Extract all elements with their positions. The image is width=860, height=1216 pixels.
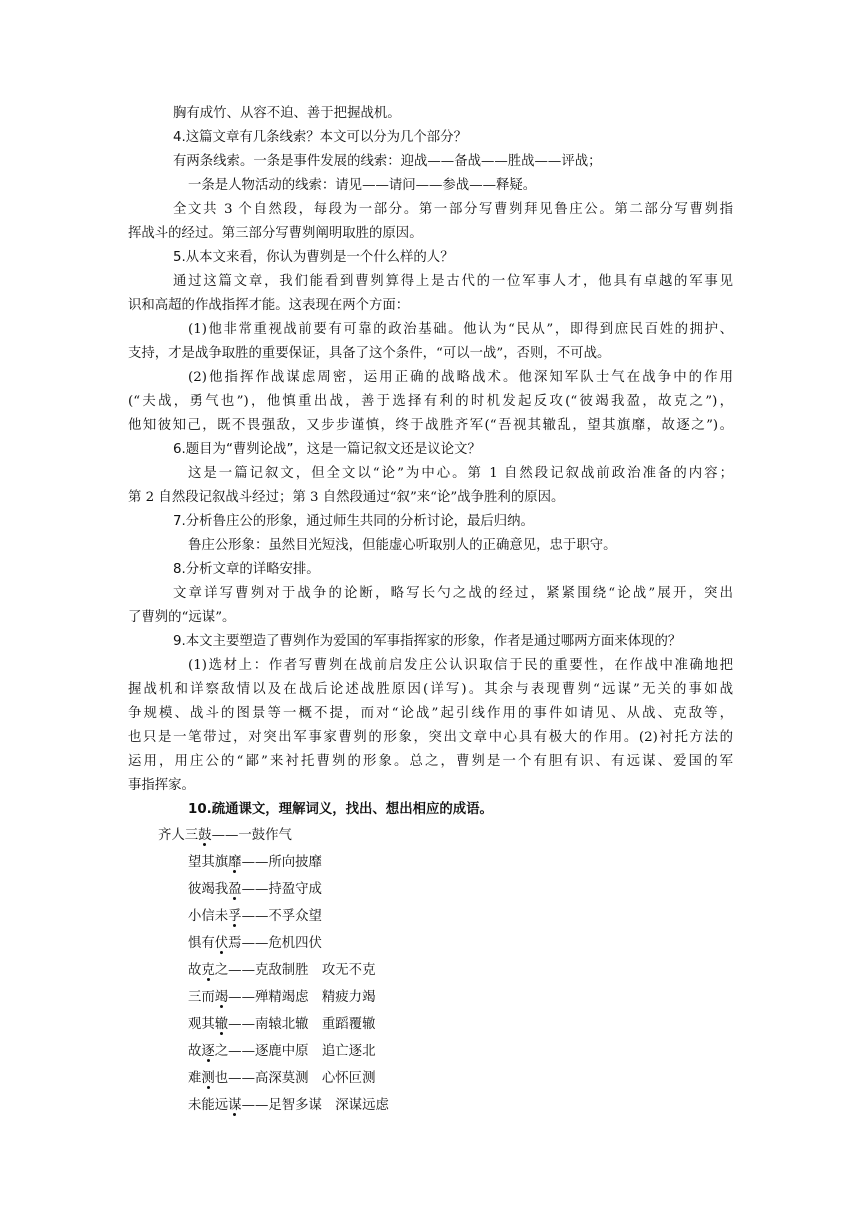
text-line: (1)他非常重视战前要有可靠的政治基础。他认为“民从”，即得到庶民百姓的拥护、 [188,322,733,337]
idiom-answer: ——持盈守成 [241,882,322,897]
idiom-source-suffix: 之 [214,1044,229,1059]
idiom-answer: ——高深莫测 心怀叵测 [228,1071,376,1086]
idiom-key-char: 靡 [228,855,242,870]
question-5: 5.从本文来看，你认为曹刿是一个什么样的人？ [173,250,454,265]
idiom-key-char: 克 [201,963,215,978]
idiom-answer: ——殚精竭虑 精疲力竭 [228,990,376,1005]
idiom-source-prefix: 观其 [188,1017,215,1032]
idiom-item [188,1015,375,1035]
text-line: 第 2 自然段记叙战斗经过；第 3 自然段通过“叙”来“论”战争胜利的原因。 [128,490,565,505]
idiom-answer: ——不孚众望 [241,909,322,924]
idiom-source-prefix: 三而 [188,990,215,1005]
idiom-answer: ——一鼓作气 [211,828,292,843]
text-line: 文章详写曹刿对于战争的论断，略写长勺之战的经过，紧紧围绕“论战”展开，突出 [173,586,733,601]
idiom-source-prefix: 小信未 [188,909,229,924]
idiom-item [188,934,322,954]
idiom-item [188,1096,389,1116]
text-line: (2)他指挥作战谋虑周密，运用正确的战略战术。他深知军队士气在战争中的作用 [188,370,733,385]
idiom-item [188,853,322,873]
idiom-source-prefix: 难 [188,1071,202,1086]
text-line: 这是一篇记叙文，但全文以“论”为中心。第 1 自然段记叙战前政治准备的内容； [188,466,733,481]
idiom-answer: ——逐鹿中原 追亡逐北 [228,1044,376,1059]
idiom-answer: ——足智多谋 深谋远虑 [241,1098,389,1113]
idiom-source-prefix: 故 [188,1044,202,1059]
idiom-answer: ——克敌制胜 攻无不克 [228,963,376,978]
idiom-source-prefix: 未能远 [188,1098,229,1113]
idiom-item [188,907,322,927]
idiom-key-char: 谋 [228,1098,242,1113]
idiom-key-char: 鼓 [198,828,212,843]
text-line: 识和高超的作战指挥才能。这表现在两个方面： [128,298,410,313]
idiom-source-prefix: 齐人三 [158,828,199,843]
text-line: 挥战斗的经过。第三部分写曹刿阐明取胜的原因。 [128,226,423,241]
idiom-item [188,880,322,900]
question-10: 10.疏通课文，理解词义，找出、想出相应的成语。 [188,802,493,817]
text-line: (“夫战，勇气也”)，他慎重出战，善于选择有利的时机发起反攻(“彼竭我盈，故克之”)， [128,394,733,409]
idiom-key-char: 逐 [201,1044,215,1059]
question-9: 9.本文主要塑造了曹刿作为爱国的军事指挥家的形象，作者是通过哪两方面来体现的？ [173,634,682,649]
idiom-source-prefix: 彼竭我 [188,882,229,897]
idiom-source-suffix: 也 [214,1071,229,1086]
idiom-source-prefix: 望其旗 [188,855,229,870]
text-line: 他知彼知己，既不畏强敌，又步步谨慎，终于战胜齐军(“吾视其辙乱，望其旗靡，故逐之”)。 [128,418,733,433]
idiom-source-suffix: 焉 [228,936,242,951]
idiom-key-char: 测 [201,1071,215,1086]
idiom-key-char: 竭 [214,990,229,1005]
text-line: 鲁庄公形象：虽然目光短浅，但能虚心听取别人的正确意见，忠于职守。 [188,538,617,553]
idiom-item [188,961,375,981]
text-line: (1)选材上：作者写曹刿在战前启发庄公认识取信于民的重要性，在作战中准确地把 [188,658,733,673]
text-line: 事指挥家。 [128,778,195,793]
idiom-key-char: 伏 [214,936,229,951]
question-7: 7.分析鲁庄公的形象，通过师生共同的分析讨论，最后归纳。 [173,514,534,529]
text-line: 也只是一笔带过，对突出军事家曹刿的形象，突出文章中心具有极大的作用。(2)衬托方法的 [128,730,733,745]
idiom-item [188,1069,375,1089]
idiom-source-suffix: 之 [214,963,229,978]
idiom-source-prefix: 故 [188,963,202,978]
question-4: 4.这篇文章有几条线索？本文可以分为几个部分？ [173,130,467,145]
idiom-answer: ——危机四伏 [241,936,322,951]
text-line: 了曹刿的“远谋”。 [128,610,236,625]
text-line: 有两条线索。一条是事件发展的线索：迎战——备战——胜战——评战； [173,154,602,169]
text-line: 握战机和详察敌情以及在战后论述战胜原因(详写)。其余与表现曹刿“远谋”无关的事如战 [128,682,733,697]
idiom-item [188,1042,375,1062]
text-line: 全文共 3 个自然段，每段为一部分。第一部分写曹刿拜见鲁庄公。第二部分写曹刿指 [173,202,733,217]
idiom-key-char: 孚 [228,909,242,924]
text-line: 胸有成竹、从容不迫、善于把握战机。 [173,106,401,121]
idiom-key-char: 盈 [228,882,242,897]
text-line: 一条是人物活动的线索：请见——请问——参战——释疑。 [188,178,537,193]
idiom-item [158,826,292,846]
idiom-key-char: 辙 [214,1017,229,1032]
idiom-answer: ——南辕北辙 重蹈覆辙 [228,1017,376,1032]
idiom-answer: ——所向披靡 [241,855,322,870]
idiom-item [188,988,375,1008]
text-line: 争规模、战斗的图景等一概不提，而对“论战”起引线作用的事件如请见、从战、克敌等， [128,706,733,721]
question-6: 6.题目为“曹刿论战”，这是一篇记叙文还是议论文？ [173,442,481,457]
text-line: 支持，才是战争取胜的重要保证，具备了这个条件，“可以一战”，否则，不可战。 [128,346,611,361]
question-8: 8.分析文章的详略安排。 [173,562,320,577]
text-line: 通过这篇文章，我们能看到曹刿算得上是古代的一位军事人才，他具有卓越的军事见 [173,274,733,289]
text-line: 运用，用庄公的“鄙”来衬托曹刿的形象。总之，曹刿是一个有胆有识、有远谋、爱国的军 [128,754,733,769]
idiom-source-prefix: 惧有 [188,936,215,951]
